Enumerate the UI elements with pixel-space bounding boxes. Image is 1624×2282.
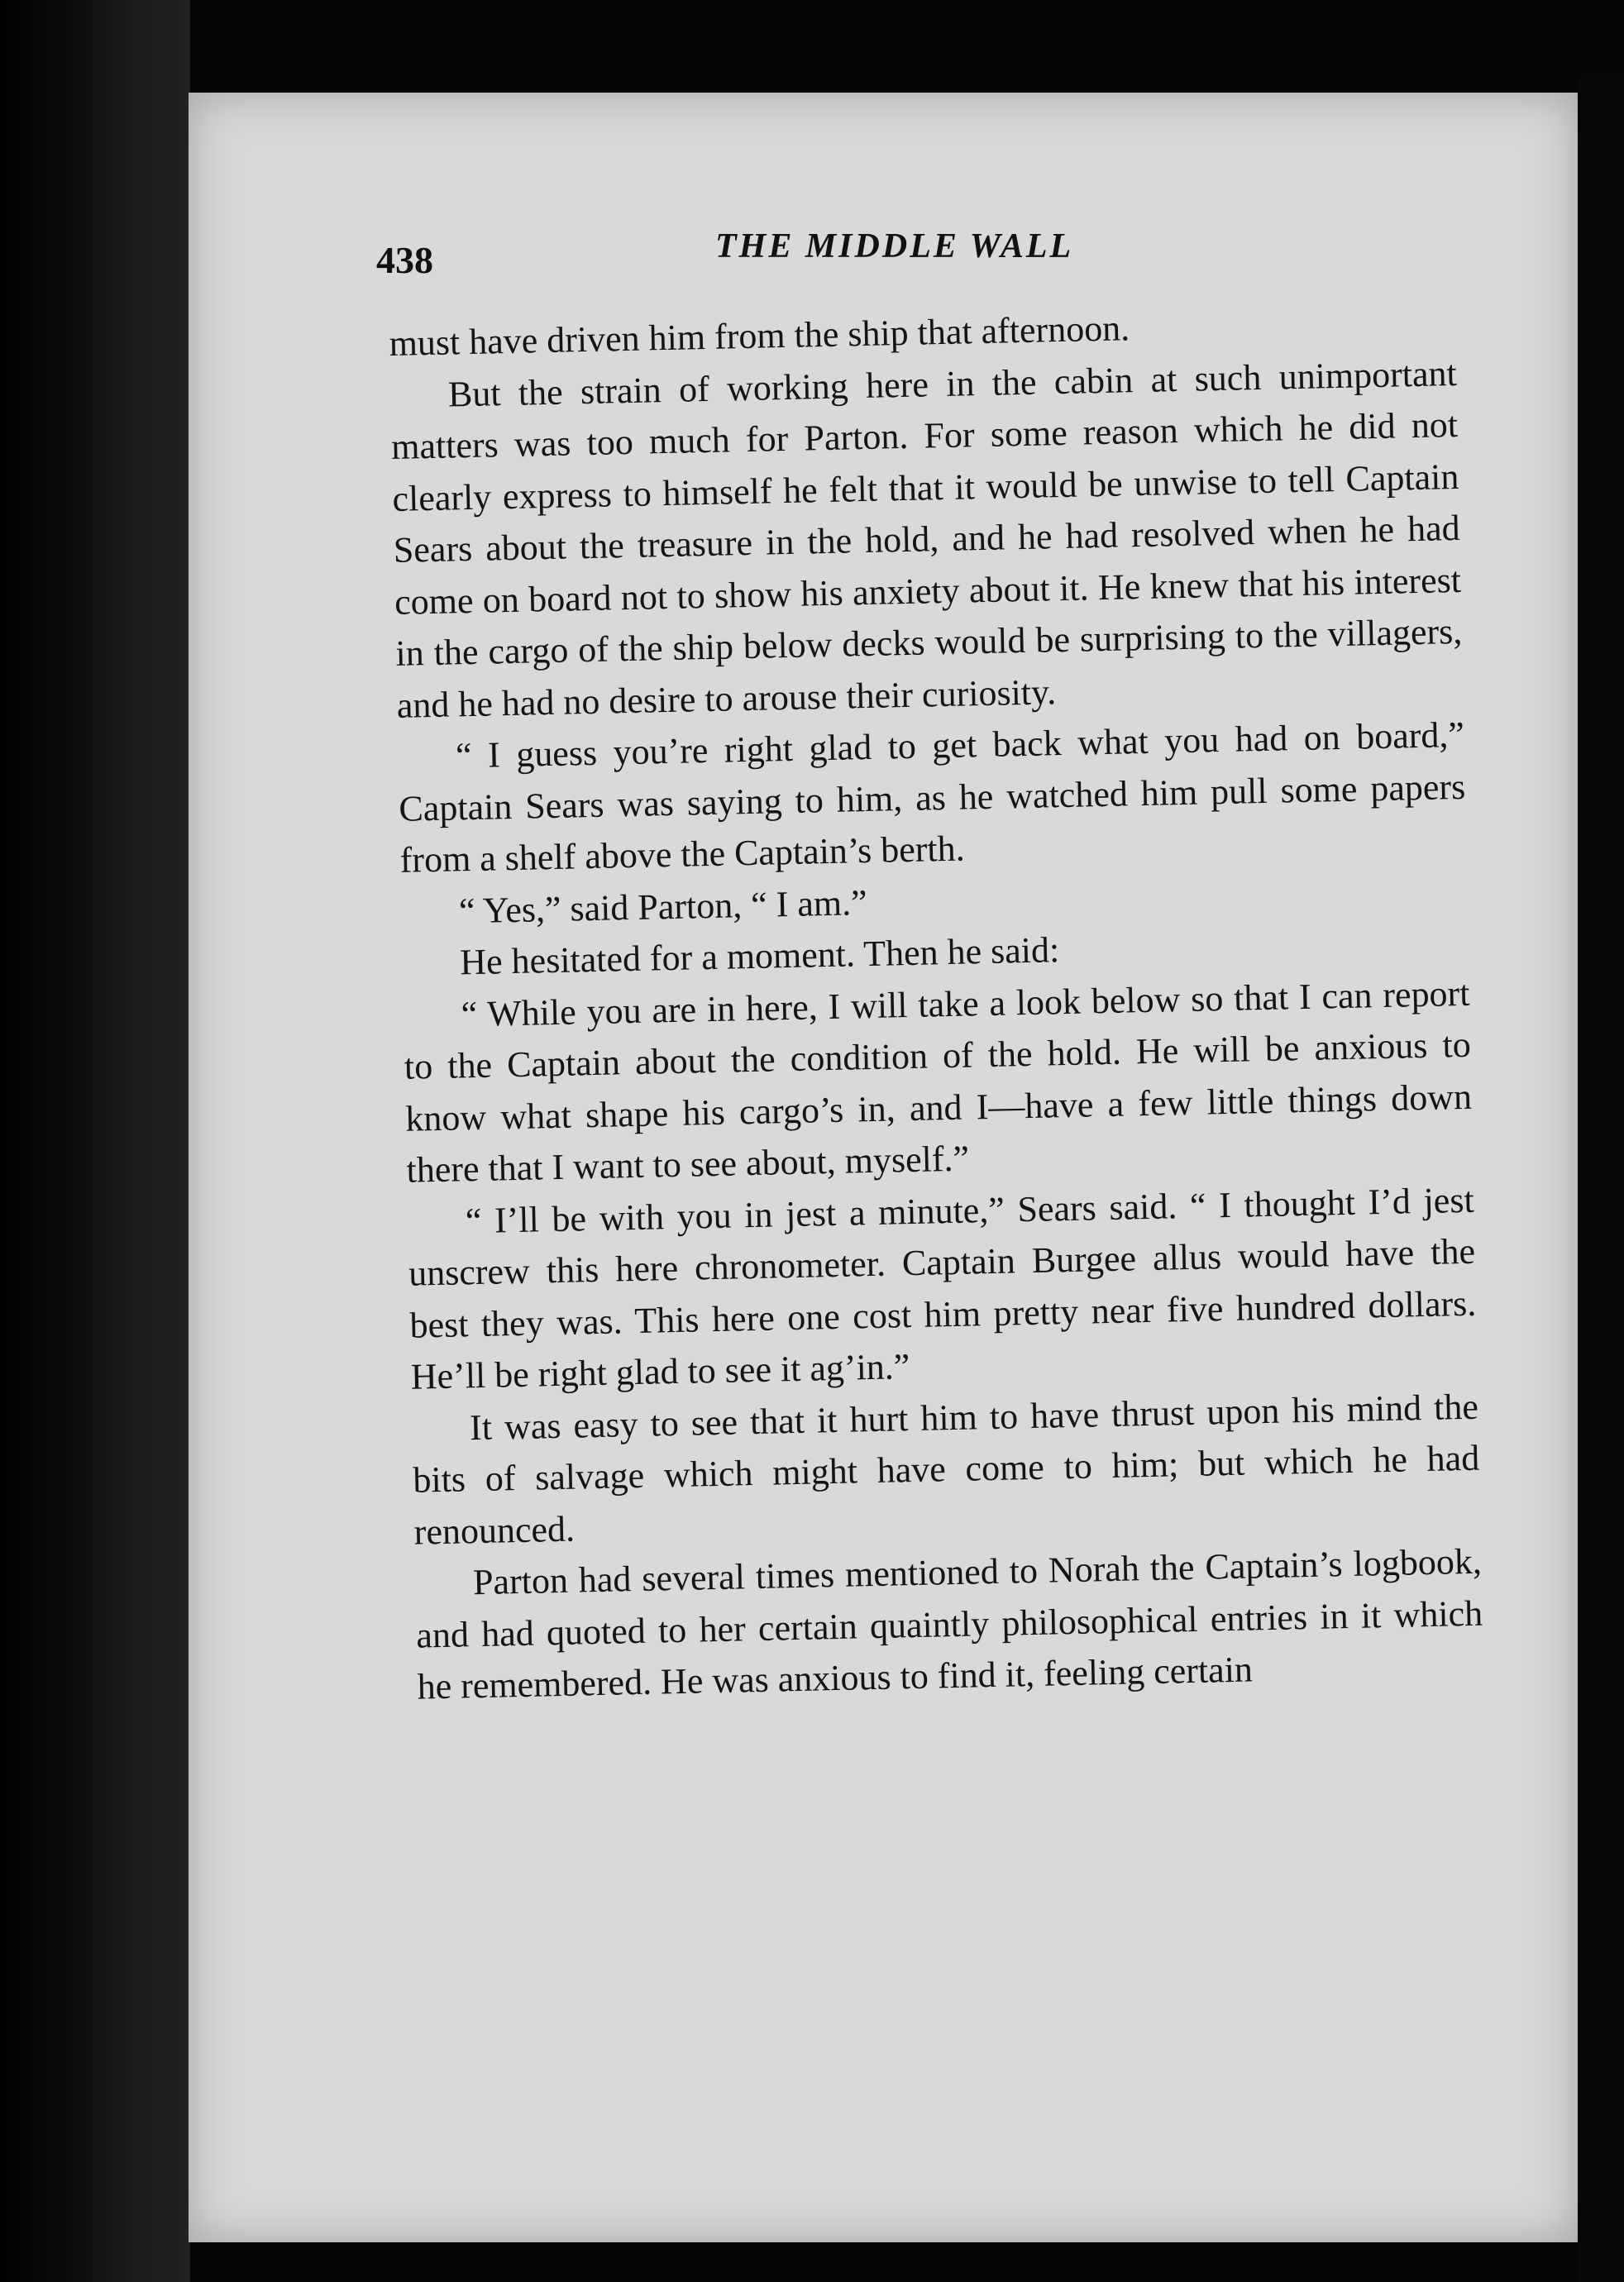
paragraph: Parton had several times mentioned to Norah the Captain’s logbook, and had quoted to her certain quaintly philosophical entries in it which he remembered. He was anxious to find it, feeling certain: [415, 1540, 1483, 1707]
body-text: [389, 296, 1484, 1713]
page-edge-shadow: [1578, 74, 1624, 2282]
page-header: [376, 223, 1550, 289]
paragraph: He hesitated for a moment. Then he said:: [459, 929, 1060, 983]
page-number: 438: [376, 239, 433, 281]
running-title: THE MIDDLE WALL: [715, 227, 1074, 265]
paragraph: It was easy to see that it hurt him to have thrust upon his mind the bits of salvage which might have come to him; but which he had renounced.: [412, 1386, 1480, 1553]
paragraph: “ Yes,” said Parton, “ I am.”: [458, 881, 868, 931]
paragraph: But the strain of working here in the cabin at such unimportant matters was too much for Parton. For some reason which he did not clearly express to himself he felt that it would be unwise to tell Captain Sears about the treasure in the hold, and he had resolved when he had come on board not to show his anxiety about it. He knew that his interest in the cargo of the ship below decks would be surprising to the villagers, and he had no desire to arouse their curiosity.: [390, 352, 1463, 726]
paragraph: “ I’ll be with you in jest a minute,” Sears said. “ I thought I’d jest unscrew this here chronometer. Captain Burgee allus would have the best they was. This here one cost him pretty near five hundred dollars. He’ll be right glad to see it ag’in.”: [408, 1179, 1477, 1397]
book-spine-shadow: [0, 0, 190, 2282]
paragraph: “ While you are in here, I will take a look below so that I can report to the Captain about the condition of the hold. He will be anxious to know what shape his cargo’s in, and I—have a few little things down there that I want to see about, myself.”: [404, 972, 1473, 1191]
paragraph: “ I guess you’re right glad to get back what you had on board,” Captain Sears was saying to him, as he watched him pull some papers from a shelf above the Captain’s berth.: [398, 714, 1466, 881]
paragraph: must have driven him from the ship that afternoon.: [389, 308, 1130, 364]
